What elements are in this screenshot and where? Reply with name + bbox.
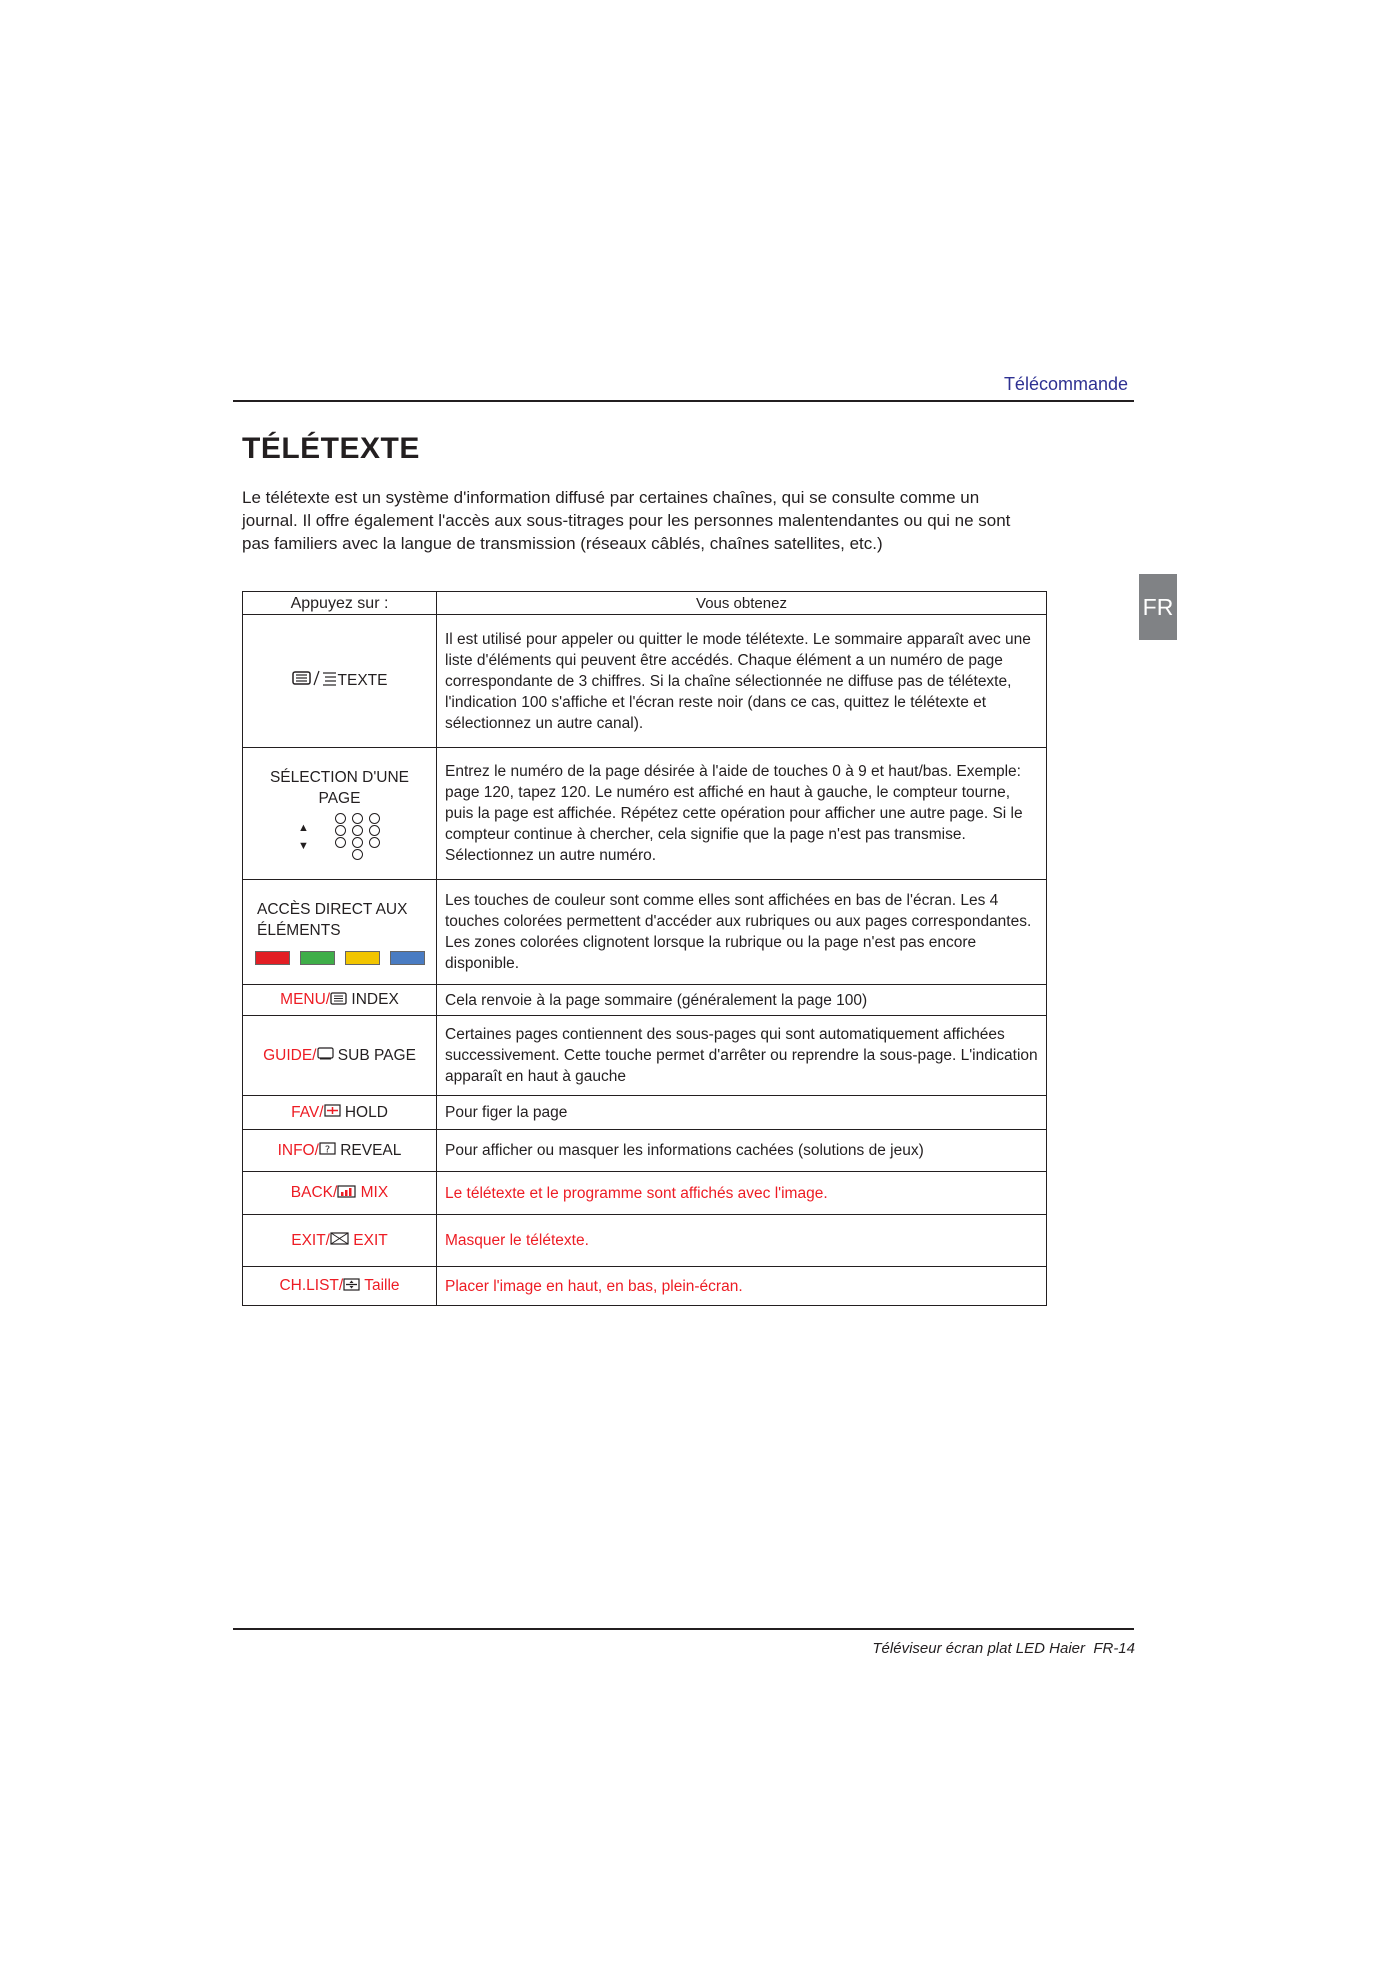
- reveal-icon: [319, 1140, 336, 1161]
- key-label: MIX: [356, 1184, 389, 1202]
- teletext-table: [242, 591, 1047, 1306]
- numeric-keypad-icon: [335, 813, 381, 860]
- key-cell: [243, 1130, 437, 1172]
- size-icon: [343, 1276, 360, 1297]
- yellow-key-icon: [345, 951, 380, 965]
- table-row: [243, 1096, 1047, 1130]
- key-label: INDEX: [347, 991, 399, 1009]
- page-title: TÉLÉTEXTE: [242, 432, 420, 465]
- subpage-icon: [317, 1045, 334, 1066]
- table-row: [243, 1172, 1047, 1215]
- exit-icon: [330, 1230, 349, 1251]
- language-tab: FR: [1139, 574, 1177, 640]
- key-label-red: FAV/: [291, 1103, 324, 1121]
- key-label-red: CH.LIST/: [279, 1277, 344, 1295]
- column-header-result: Vous obtenez: [437, 592, 1047, 615]
- key-label: Taille: [360, 1277, 400, 1295]
- desc-cell: Masquer le télétexte.: [437, 1215, 1047, 1267]
- intro-paragraph: Le télétexte est un système d'information diffusé par certaines chaînes, qui se consulte comme un journal. Il offre également l'accès aux sous-titrages pour les personnes malentendantes ou qui ne sont pas familiers avec la langue de transmission (réseaux câblés, chaînes satellites, etc.): [242, 488, 1011, 553]
- desc-cell: Les touches de couleur sont comme elles sont affichées en bas de l'écran. Les 4 touches colorées permettent d'accéder aux rubriques ou aux pages correspondantes. Les zones colorées clignotent lorsque la rubrique ou la page n'est pas encore disponible.: [437, 880, 1047, 985]
- key-label: TEXTE: [337, 672, 388, 690]
- key-label-red: EXIT/: [291, 1231, 330, 1249]
- table-row: [243, 880, 1047, 985]
- desc-cell: Entrez le numéro de la page désirée à l'aide de touches 0 à 9 et haut/bas. Exemple: page 120, tapez 120. Le numéro est affiché en haut à gauche, le compteur tourne, puis la page est affichée. Répétez cette opération pour afficher une autre page. Si le compteur continue à chercher, cela signifie que la page n'est pas transmise. Sélectionnez un autre numéro.: [437, 748, 1047, 880]
- desc-cell: Pour afficher ou masquer les informations cachées (solutions de jeux): [437, 1130, 1047, 1172]
- key-label: HOLD: [340, 1103, 388, 1121]
- key-cell: [243, 985, 437, 1016]
- key-label: SUB PAGE: [333, 1046, 416, 1064]
- index-icon: [330, 990, 347, 1011]
- footer-rule: [233, 1628, 1134, 1630]
- desc-cell: Placer l'image en haut, en bas, plein-écran.: [437, 1267, 1047, 1306]
- table-row: [243, 615, 1047, 748]
- key-cell: [243, 1016, 437, 1096]
- table-row: [243, 748, 1047, 880]
- hold-icon: [324, 1102, 341, 1123]
- desc-cell: Cela renvoie à la page sommaire (généralement la page 100): [437, 985, 1047, 1016]
- desc-cell: Certaines pages contiennent des sous-pages qui sont automatiquement affichées successivement. Cette touche permet d'arrêter ou reprendre la sous-page. L'indication apparaît en haut à gauche: [437, 1016, 1047, 1096]
- key-cell: [243, 880, 437, 985]
- svg-text:?: ?: [324, 1144, 331, 1156]
- mix-icon: [337, 1183, 356, 1204]
- blue-key-icon: [390, 951, 425, 965]
- desc-cell: Le télétexte et le programme sont affichés avec l'image.: [437, 1172, 1047, 1215]
- key-label: SÉLECTION D'UNE PAGE: [269, 769, 410, 807]
- color-keys: [247, 951, 432, 965]
- key-cell: [243, 615, 437, 748]
- key-cell: [243, 1096, 437, 1130]
- red-key-icon: [255, 951, 290, 965]
- table-header-row: [243, 592, 1047, 615]
- key-label-red: INFO/: [277, 1141, 319, 1159]
- table-row: [243, 1215, 1047, 1267]
- key-label-red: BACK/: [290, 1184, 338, 1202]
- key-cell: [243, 1172, 437, 1215]
- table-row: [243, 1016, 1047, 1096]
- section-label: Télécommande: [1003, 374, 1128, 394]
- table-row: [243, 1267, 1047, 1306]
- up-down-arrows-icon: ▲ ▼: [298, 821, 309, 852]
- column-header-press: Appuyez sur :: [243, 592, 437, 615]
- key-cell: [243, 748, 437, 880]
- key-label: EXIT: [349, 1231, 388, 1249]
- header-rule: [233, 400, 1134, 402]
- teletext-icon: [292, 670, 338, 692]
- green-key-icon: [300, 951, 335, 965]
- table-row: [243, 1130, 1047, 1172]
- page-footer: Téléviseur écran plat LED Haier FR-14: [872, 1640, 1135, 1657]
- key-label-red: MENU/: [280, 991, 331, 1009]
- key-cell: [243, 1215, 437, 1267]
- desc-cell: Il est utilisé pour appeler ou quitter le mode télétexte. Le sommaire apparaît avec une liste d'éléments qui peuvent être accédés. Chaque élément a un numéro de page correspondante de 3 chiffres. Si la chaîne sélectionnée ne diffuse pas de télétexte, l'indication 100 s'affiche et l'écran reste noir (dans ce cas, quittez le télétexte et sélectionnez un autre canal).: [437, 615, 1047, 748]
- key-label-red: GUIDE/: [263, 1046, 317, 1064]
- key-label: ACCÈS DIRECT AUX ÉLÉMENTS: [257, 901, 408, 939]
- key-cell: [243, 1267, 437, 1306]
- table-row: [243, 985, 1047, 1016]
- key-label: REVEAL: [335, 1141, 402, 1159]
- desc-cell: Pour figer la page: [437, 1096, 1047, 1130]
